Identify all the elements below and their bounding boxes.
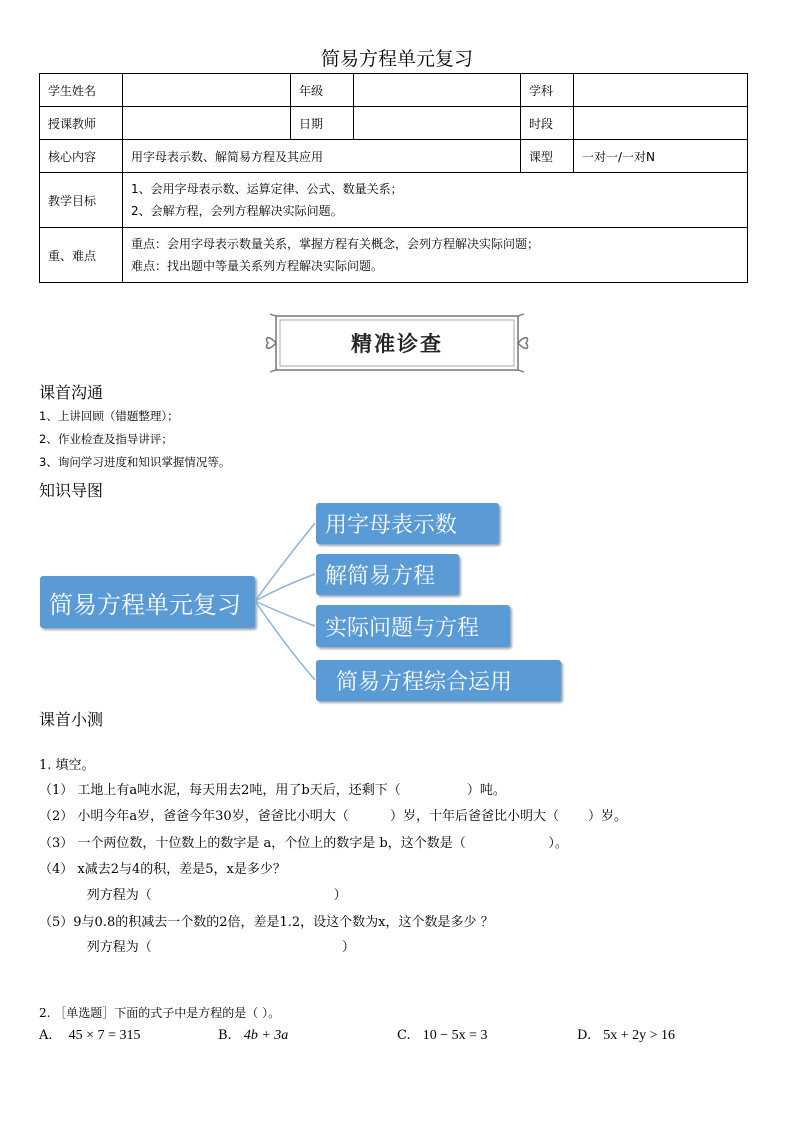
lesson-type-label: 课型 bbox=[521, 140, 574, 173]
goal-label: 教学目标 bbox=[40, 173, 123, 228]
section-heading-communication: 课首沟通 bbox=[39, 383, 104, 402]
option-label: A. bbox=[39, 1028, 53, 1043]
page-title: 简易方程单元复习 bbox=[320, 48, 473, 70]
option-expr: 4b + 3a bbox=[243, 1028, 289, 1043]
option-label: D. bbox=[577, 1028, 592, 1043]
key-label: 重、难点 bbox=[40, 228, 123, 283]
question-item: （5）9与0.8的积减去一个数的2倍，差是1.2，设这个数为x，这个数是多少 ？ bbox=[39, 915, 494, 930]
mindmap-root: 简易方程单元复习 bbox=[40, 576, 255, 628]
mindmap-branch: 简易方程综合运用 bbox=[316, 660, 561, 701]
option-expr: 10 − 5x = 3 bbox=[422, 1028, 488, 1043]
banner-title: 精准诊查 bbox=[351, 331, 443, 356]
mindmap-branch: 用字母表示数 bbox=[316, 503, 499, 544]
question-1-title: 1. 填空。 bbox=[39, 758, 95, 773]
mindmap-branch: 解简易方程 bbox=[316, 554, 459, 595]
student-name-label: 学生姓名 bbox=[40, 74, 123, 107]
question-item: （4） x减去2与4的积，差是5，x是多少？ bbox=[39, 862, 286, 877]
grade-label: 年级 bbox=[291, 74, 354, 107]
goal-line: 2、会解方程，会列方程解决实际问题。 bbox=[131, 204, 343, 218]
option-a[interactable] bbox=[39, 1028, 140, 1044]
question-item: 列方程为（ ） bbox=[62, 940, 355, 955]
option-b[interactable] bbox=[218, 1028, 288, 1044]
key-line: 重点：会用字母表示数量关系，掌握方程有关概念，会列方程解决实际问题； bbox=[131, 237, 540, 251]
section-heading-quiz: 课首小测 bbox=[39, 710, 104, 729]
lesson-type-value: 一对一/一对N bbox=[574, 140, 748, 173]
list-item: 2、作业检查及指导讲评； bbox=[39, 432, 173, 446]
teacher-label: 授课教师 bbox=[40, 107, 123, 140]
core-value: 用字母表示数、解简易方程及其应用 bbox=[123, 140, 521, 173]
question-item: （2） 小明今年a岁，爸爸今年30岁，爸爸比小明大（ ）岁，十年后爸爸比小明大（ ）岁。 bbox=[39, 809, 627, 824]
date-label: 日期 bbox=[291, 107, 354, 140]
question-item: （1） 工地上有a吨水泥，每天用去2吨，用了b天后，还剩下（ ）吨。 bbox=[39, 783, 506, 798]
question-item: 列方程为（ ） bbox=[62, 888, 347, 903]
option-label: C. bbox=[397, 1028, 411, 1043]
option-c[interactable] bbox=[397, 1028, 488, 1044]
section-heading-mindmap: 知识导图 bbox=[39, 481, 104, 500]
mindmap-branch: 实际问题与方程 bbox=[316, 605, 510, 647]
option-d[interactable] bbox=[577, 1028, 675, 1044]
key-line: 难点：找出题中等量关系列方程解决实际问题。 bbox=[131, 259, 384, 273]
option-label: B. bbox=[218, 1028, 232, 1043]
option-expr: 45 × 7 = 315 bbox=[68, 1028, 141, 1043]
list-item: 1、上讲回顾（错题整理）； bbox=[39, 409, 179, 423]
core-label: 核心内容 bbox=[40, 140, 123, 173]
list-item: 3、询问学习进度和知识掌握情况等。 bbox=[39, 455, 231, 469]
question-2-title: 2. ［单选题］下面的式子中是方程的是（ ）。 bbox=[39, 1006, 281, 1020]
period-label: 时段 bbox=[521, 107, 574, 140]
subject-label: 学科 bbox=[521, 74, 574, 107]
question-item: （3） 一个两位数，十位数上的数字是 a，个位上的数字是 b，这个数是（ ）。 bbox=[39, 836, 568, 851]
option-expr: 5x + 2y > 16 bbox=[603, 1028, 676, 1043]
goal-line: 1、会用字母表示数、运算定律、公式、数量关系； bbox=[131, 182, 403, 196]
